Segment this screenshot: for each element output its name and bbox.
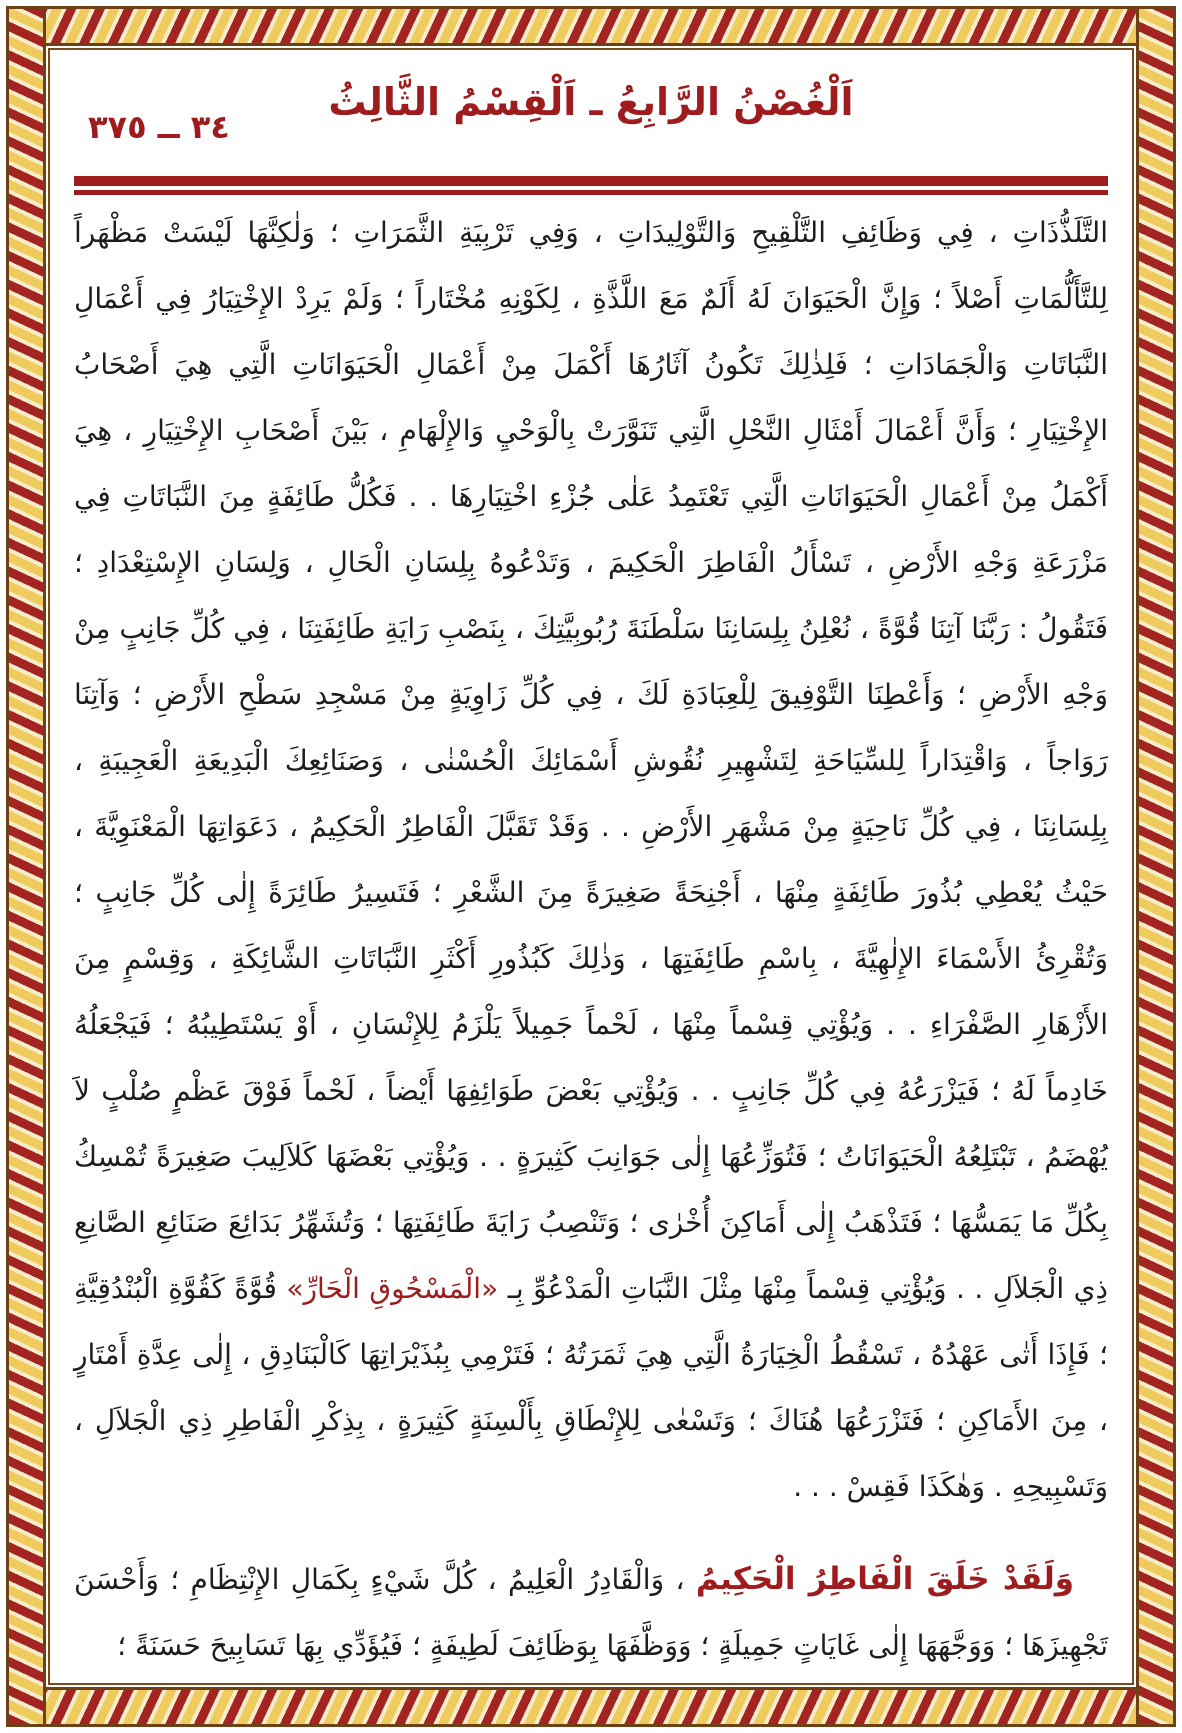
- title-divider-thick-line: [74, 176, 1108, 186]
- page-header: [74, 74, 1108, 174]
- ornamental-border-bottom: [6, 1687, 1176, 1727]
- text-segment-red: «الْمَسْحُوقِ الْحَارِّ»: [286, 1272, 499, 1305]
- title-divider: [74, 176, 1108, 195]
- text-segment-normal: قُوَّةً كَقُوَّةِ الْبُنْدُقِيَّةِ ؛ فَإِذَا أَتٰى عَهْدُهُ ، تَسْقُطُ الْخِيَارَةُ الَّتِي هِيَ ثَمَرَتُهُ ؛ فَتَرْمِي بِبُذَيْرَاتِهَا كَالْبَنَادِقِ ، إِلٰى عِدَّةِ أَمْتَارٍ ، مِنَ الأَمَاكِنِ ؛ فَتَزْرَعُهَا هُنَاكَ ؛ وَتَسْعٰى لِلإِنْطَاقِ بِأَلْسِنَةٍ كَثِيرَةٍ ، بِذِكْرِ الْفَاطِرِ ذِي الْجَلاَلِ ، وَتَسْبِيحِهِ . وَهٰكَذَا فَقِسْ . . .: [74, 1272, 1108, 1503]
- ornamental-border-right: [1136, 6, 1176, 1727]
- page-title: اَلْغُصْنُ الرَّابِعُ ـ اَلْقِسْمُ الثَّالِثُ: [328, 80, 854, 124]
- ornamental-border-top: [6, 6, 1176, 46]
- ornamental-border-left: [6, 6, 46, 1727]
- paragraph: [74, 1546, 1108, 1679]
- page-number: ٣٤ ــ ٣٧٥: [88, 108, 230, 146]
- title-divider-thin-line: [74, 190, 1108, 195]
- text-segment-red-bold: وَلَقَدْ خَلَقَ الْفَاطِرُ الْحَكِيمُ: [695, 1561, 1074, 1597]
- paragraph: [74, 200, 1108, 1520]
- text-segment-normal: ، وَالْقَادِرُ الْعَلِيمُ ، كُلَّ شَيْءٍ بِكَمَالِ الإِنْتِظَامِ ؛ وَأَحْسَنَ تَجْهِيزَهَا ؛ وَوَجَّهَهَا إِلٰى غَايَاتٍ جَمِيلَةٍ ؛ وَوَظَّفَهَا بِوَظَائِفَ لَطِيفَةٍ ؛ فَيُؤَدِّي بِهَا تَسَابِيحَ حَسَنَةً ؛: [74, 1563, 1108, 1662]
- text-segment-normal: التَّلَذُّذَاتِ ، فِي وَظَائِفِ التَّلْقِيحِ وَالتَّوْلِيدَاتِ ، وَفِي تَرْبِيَةِ الثَّمَرَاتِ ؛ وَلٰكِنَّهَا لَيْسَتْ مَظْهَراً لِلتَّأَلُّمَاتِ أَصْلاً ؛ وَإِنَّ الْحَيَوَانَ لَهُ أَلَمٌ مَعَ اللَّذَّةِ ، لِكَوْنِهِ مُخْتَاراً ؛ وَلَمْ يَرِدْ الإِخْتِيَارُ فِي أَعْمَالِ النَّبَاتَاتِ وَالْجَمَادَاتِ ؛ فَلِذٰلِكَ تَكُونُ آثَارُهَا أَكْمَلَ مِنْ أَعْمَالِ الْحَيَوَانَاتِ الَّتِي هِيَ أَصْحَابُ الإِخْتِيَارِ ؛ وَأَنَّ أَعْمَالَ أَمْثَالِ النَّحْلِ الَّتِي تَنَوَّرَتْ بِالْوَحْيِ وَالإِلْهَامِ ، بَيْنَ أَصْحَابِ الإِخْتِيَارِ ، هِيَ أَكْمَلُ مِنْ أَعْمَالِ الْحَيَوَانَاتِ الَّتِي تَعْتَمِدُ عَلٰى جُزْءِ اخْتِيَارِهَا . . فَكُلُّ طَائِفَةٍ مِنَ النَّبَاتَاتِ فِي مَزْرَعَةِ وَجْهِ الأَرْضِ ، تَسْأَلُ الْفَاطِرَ الْحَكِيمَ ، وَتَدْعُوهُ بِلِسَانِ الْحَالِ ، وَلِسَانِ الإِسْتِعْدَادِ ؛ فَتَقُولُ : رَبَّنَا آتِنَا قُوَّةً ، نُعْلِنُ بِلِسَانِنَا سَلْطَنَةَ رُبُوبِيَّتِكَ ، بِنَصْبِ رَايَةِ طَائِفَتِنَا ، فِي كُلِّ جَانِبٍ مِنْ وَجْهِ الأَرْضِ ؛ وَأَعْطِنَا التَّوْفِيقَ لِلْعِبَادَةِ لَكَ ، فِي كُلِّ زَاوِيَةٍ مِنْ مَسْجِدِ سَطْحِ الأَرْضِ ؛ وَآتِنَا رَوَاجاً ، وَاقْتِدَاراً لِلسِّيَاحَةِ لِتَشْهِيرِ نُقُوشِ أَسْمَائِكَ الْحُسْنٰى ، وَصَنَائِعِكَ الْبَدِيعَةِ الْعَجِيبَةِ ، بِلِسَانِنَا ، فِي كُلِّ نَاحِيَةٍ مِنْ مَشْهَرِ الأَرْضِ . . وَقَدْ تَقَبَّلَ الْفَاطِرُ الْحَكِيمُ ، دَعَوَاتِهَا الْمَعْنَوِيَّةَ ، حَيْثُ يُعْطِي بُذُورَ طَائِفَةٍ مِنْهَا ، أَجْنِحَةً صَغِيرَةً مِنَ الشَّعْرِ ؛ فَتَسِيرُ طَائِرَةً إِلٰى كُلِّ جَانِبٍ ؛ وَتُقْرِئُ الأَسْمَاءَ الإِلٰهِيَّةَ ، بِاسْمِ طَائِفَتِهَا ، وَذٰلِكَ كَبُذُورِ أَكْثَرِ النَّبَاتَاتِ الشَّائِكَةِ ، وَقِسْمٍ مِنَ الأَزْهَارِ الصَّفْرَاءِ . . وَيُؤْتِي قِسْماً مِنْهَا ، لَحْماً جَمِيلاً يَلْزَمُ لِلإِنْسَانِ ، أَوْ يَسْتَطِيبُهُ ؛ فَيَجْعَلُهُ خَادِماً لَهُ ؛ فَيَزْرَعُهُ فِي كُلِّ جَانِبٍ . . وَيُؤْتِي بَعْضَ طَوَائِفِهَا أَيْضاً ، لَحْماً فَوْقَ عَظْمٍ صُلْبٍ لاَ يُهْضَمُ ، تَبْتَلِعُهُ الْحَيَوَانَاتُ ؛ فَتُوَزِّعُهَا إِلٰى جَوَانِبَ كَثِيرَةٍ . . وَيُؤْتِي بَعْضَهَا كَلاَلِيبَ صَغِيرَةً تُمْسِكُ بِكُلِّ مَا يَمَسُّهَا ؛ فَتَذْهَبُ إِلٰى أَمَاكِنَ أُخْرٰى ؛ وَتَنْصِبُ رَايَةَ طَائِفَتِهَا ؛ وَتُشَهِّرُ بَدَائِعَ صَنَائِعِ الصَّانِعِ ذِي الْجَلاَلِ . . وَيُؤْتِي قِسْماً مِنْهَا مِثْلَ النَّبَاتِ الْمَدْعُوِّ بِـ: [74, 216, 1108, 1305]
- body-text: [74, 200, 1108, 1681]
